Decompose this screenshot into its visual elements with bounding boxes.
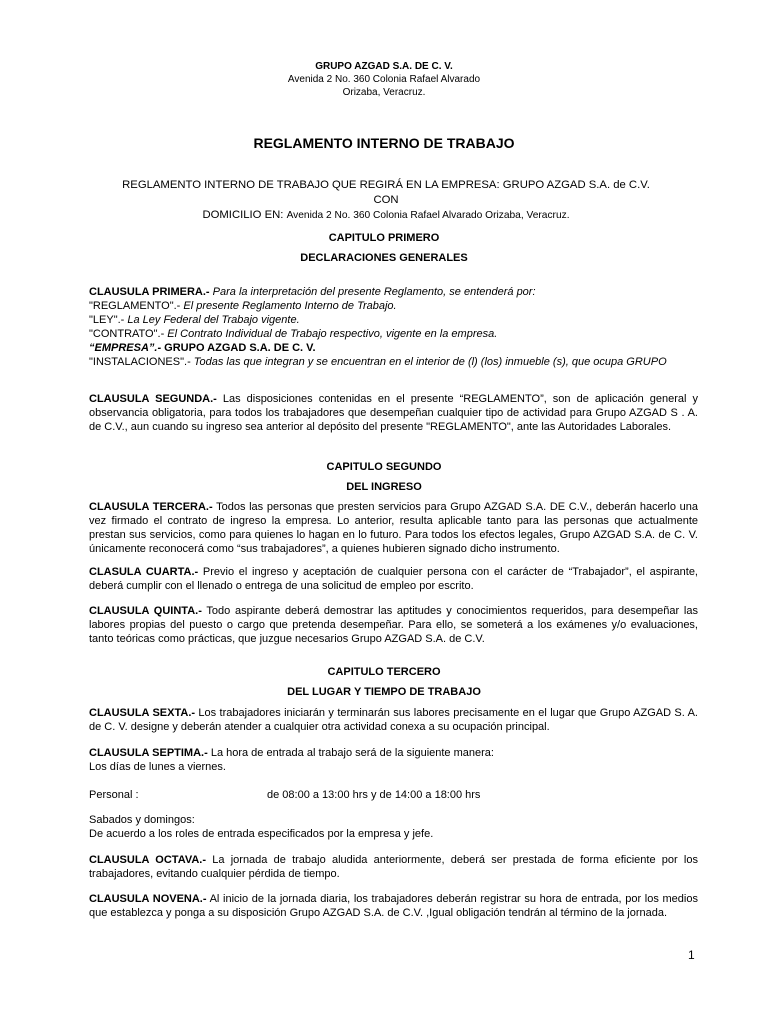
chapter-2-subtitle: DEL INGRESO — [346, 481, 422, 493]
schedule-days: Los días de lunes a viernes. — [89, 761, 226, 773]
clause-label: CLAUSULA SEXTA.- — [89, 707, 196, 719]
clause-8 — [89, 853, 698, 881]
clause-label: CLAUSULA NOVENA.- — [89, 893, 207, 905]
clause-2 — [89, 392, 698, 434]
chapter-2-title: CAPITULO SEGUNDO — [326, 461, 442, 473]
clause-text: Al inicio de la jornada diaria, los trabajadores deberán registrar su hora de entrada, por los medios que establezca y ponga a su disposición Grupo AZGAD S.A. de C.V. ,Igual obligación tendrán al término de la jornada. — [89, 893, 698, 919]
page-number: 1 — [688, 948, 695, 962]
clause-6 — [89, 706, 698, 734]
intro-domicilio-label: DOMICILIO EN: — [202, 209, 287, 221]
intro-paragraph — [110, 178, 662, 223]
definition-text: El Contrato Individual de Trabajo respectivo, vigente en la empresa. — [164, 328, 498, 340]
clause-1-intro — [89, 285, 698, 299]
definition-text: El presente Reglamento Interno de Trabajo. — [180, 300, 397, 312]
clause-1 — [89, 285, 698, 369]
clause-text: Previo el ingreso y aceptación de cualquier persona con el carácter de “Trabajador”, el aspirante, deberá cumplir con el llenado o entrega de una solicitud de empleo por escrito. — [89, 566, 698, 592]
clause-5 — [89, 604, 698, 646]
definition-item — [89, 313, 698, 327]
definition-text: Todas las que integran y se encuentran en el interior de (l) (los) inmueble (s), que ocupa GRUPO — [190, 356, 667, 368]
chapter-1-title: CAPITULO PRIMERO — [328, 232, 440, 244]
definition-item — [89, 327, 698, 341]
clause-label: CLAUSULA SEPTIMA.- — [89, 747, 208, 759]
clause-text: La jornada de trabajo aludida anteriormente, deberá ser prestada de forma eficiente por los trabajadores, evitando cualquier pérdida de tiempo. — [89, 854, 698, 880]
schedule-personal-hours: de 08:00 a 13:00 hrs y de 14:00 a 18:00 hrs — [267, 789, 481, 801]
definition-text: La Ley Federal del Trabajo vigente. — [124, 314, 300, 326]
clause-4 — [89, 565, 698, 593]
definition-term: "LEY".- — [89, 314, 125, 326]
company-city: Orizaba, Veracruz. — [342, 87, 426, 98]
clause-7 — [89, 746, 698, 774]
intro-domicilio-address: Avenida 2 No. 360 Colonia Rafael Alvarado Orizaba, Veracruz. — [286, 210, 570, 221]
definition-item — [89, 355, 698, 369]
clause-label: CLAUSULA TERCERA.- — [89, 501, 213, 513]
chapter-1-subtitle: DECLARACIONES GENERALES — [300, 252, 468, 264]
clause-label: CLAUSULA QUINTA.- — [89, 605, 202, 617]
schedule-weekend-label: Sabados y domingos: — [89, 814, 195, 826]
intro-line-2 — [110, 208, 662, 223]
definition-term: "CONTRATO".- — [89, 328, 165, 340]
clause-text: La hora de entrada al trabajo será de la siguiente manera: — [207, 747, 494, 759]
clause-7-intro — [89, 746, 698, 760]
document-title: REGLAMENTO INTERNO DE TRABAJO — [253, 135, 515, 151]
clause-label: CLAUSULA PRIMERA.- — [89, 286, 210, 298]
chapter-3-subtitle: DEL LUGAR Y TIEMPO DE TRABAJO — [287, 686, 481, 698]
definition-text: GRUPO AZGAD S.A. DE C. V. — [161, 342, 316, 354]
schedule-personal-label: Personal : — [89, 789, 139, 801]
clause-text: Todos las personas que presten servicios para Grupo AZGAD S.A. DE C.V., deberán hacerlo una vez firmado el contrato de ingreso la empresa. Lo anterior, resulta aplicable tanto para las personas que actualmente prestan sus servicios, como para quienes lo hagan en lo futuro. Para todos los efectos legales, Grupo AZGAD S.A. de C. V. únicamente reconocerá como “sus trabajadores”, a quienes hubieren signado dicho instrumento. — [89, 501, 698, 555]
clause-text: Las disposiciones contenidas en el presente “REGLAMENTO”, son de aplicación general y observancia obligatoria, para todos los trabajadores que desempeñan cualquier tipo de actividad para Grupo AZGAD S . A. de C.V., aun cuando su ingreso sea anterior al depósito del presente "REGLAMENTO", ante las Autoridades Laborales. — [89, 393, 698, 433]
clause-text: Los trabajadores iniciarán y terminarán sus labores precisamente en el lugar que Grupo AZGAD S. A. de C. V. designe y deberán atender a cualquier otra actividad conexa a su ocupación principal. — [89, 707, 698, 733]
clause-text: Para la interpretación del presente Reglamento, se entenderá por: — [209, 286, 536, 298]
definition-item — [89, 341, 698, 355]
clause-label: CLASULA CUARTA.- — [89, 566, 199, 578]
company-name: GRUPO AZGAD S.A. DE C. V. — [315, 61, 453, 72]
clause-label: CLAUSULA OCTAVA.- — [89, 854, 207, 866]
clause-3 — [89, 500, 698, 556]
schedule-weekend-text: De acuerdo a los roles de entrada especificados por la empresa y jefe. — [89, 828, 434, 840]
schedule-weekend — [89, 813, 698, 841]
intro-line-1: REGLAMENTO INTERNO DE TRABAJO QUE REGIRÁ EN LA EMPRESA: GRUPO AZGAD S.A. de C.V. CON — [122, 179, 650, 206]
company-address: Avenida 2 No. 360 Colonia Rafael Alvarado — [287, 74, 481, 85]
definition-term: “EMPRESA”.- — [89, 342, 162, 354]
schedule-personal — [89, 788, 698, 802]
definition-term: "INSTALACIONES".- — [89, 356, 191, 368]
definition-term: "REGLAMENTO".- — [89, 300, 181, 312]
clause-9 — [89, 892, 698, 920]
clause-label: CLAUSULA SEGUNDA.- — [89, 393, 217, 405]
clause-text: Todo aspirante deberá demostrar las aptitudes y conocimientos requeridos, para desempeñar las labores propias del puesto o cargo que pretenda desempeñar. Para ello, se someterá a los exámenes y/o evaluaciones, tanto teóricas como prácticas, que juzgue necesarios Grupo AZGAD S.A. de C.V. — [89, 605, 698, 645]
definition-item — [89, 299, 698, 313]
chapter-3-title: CAPITULO TERCERO — [327, 666, 441, 678]
